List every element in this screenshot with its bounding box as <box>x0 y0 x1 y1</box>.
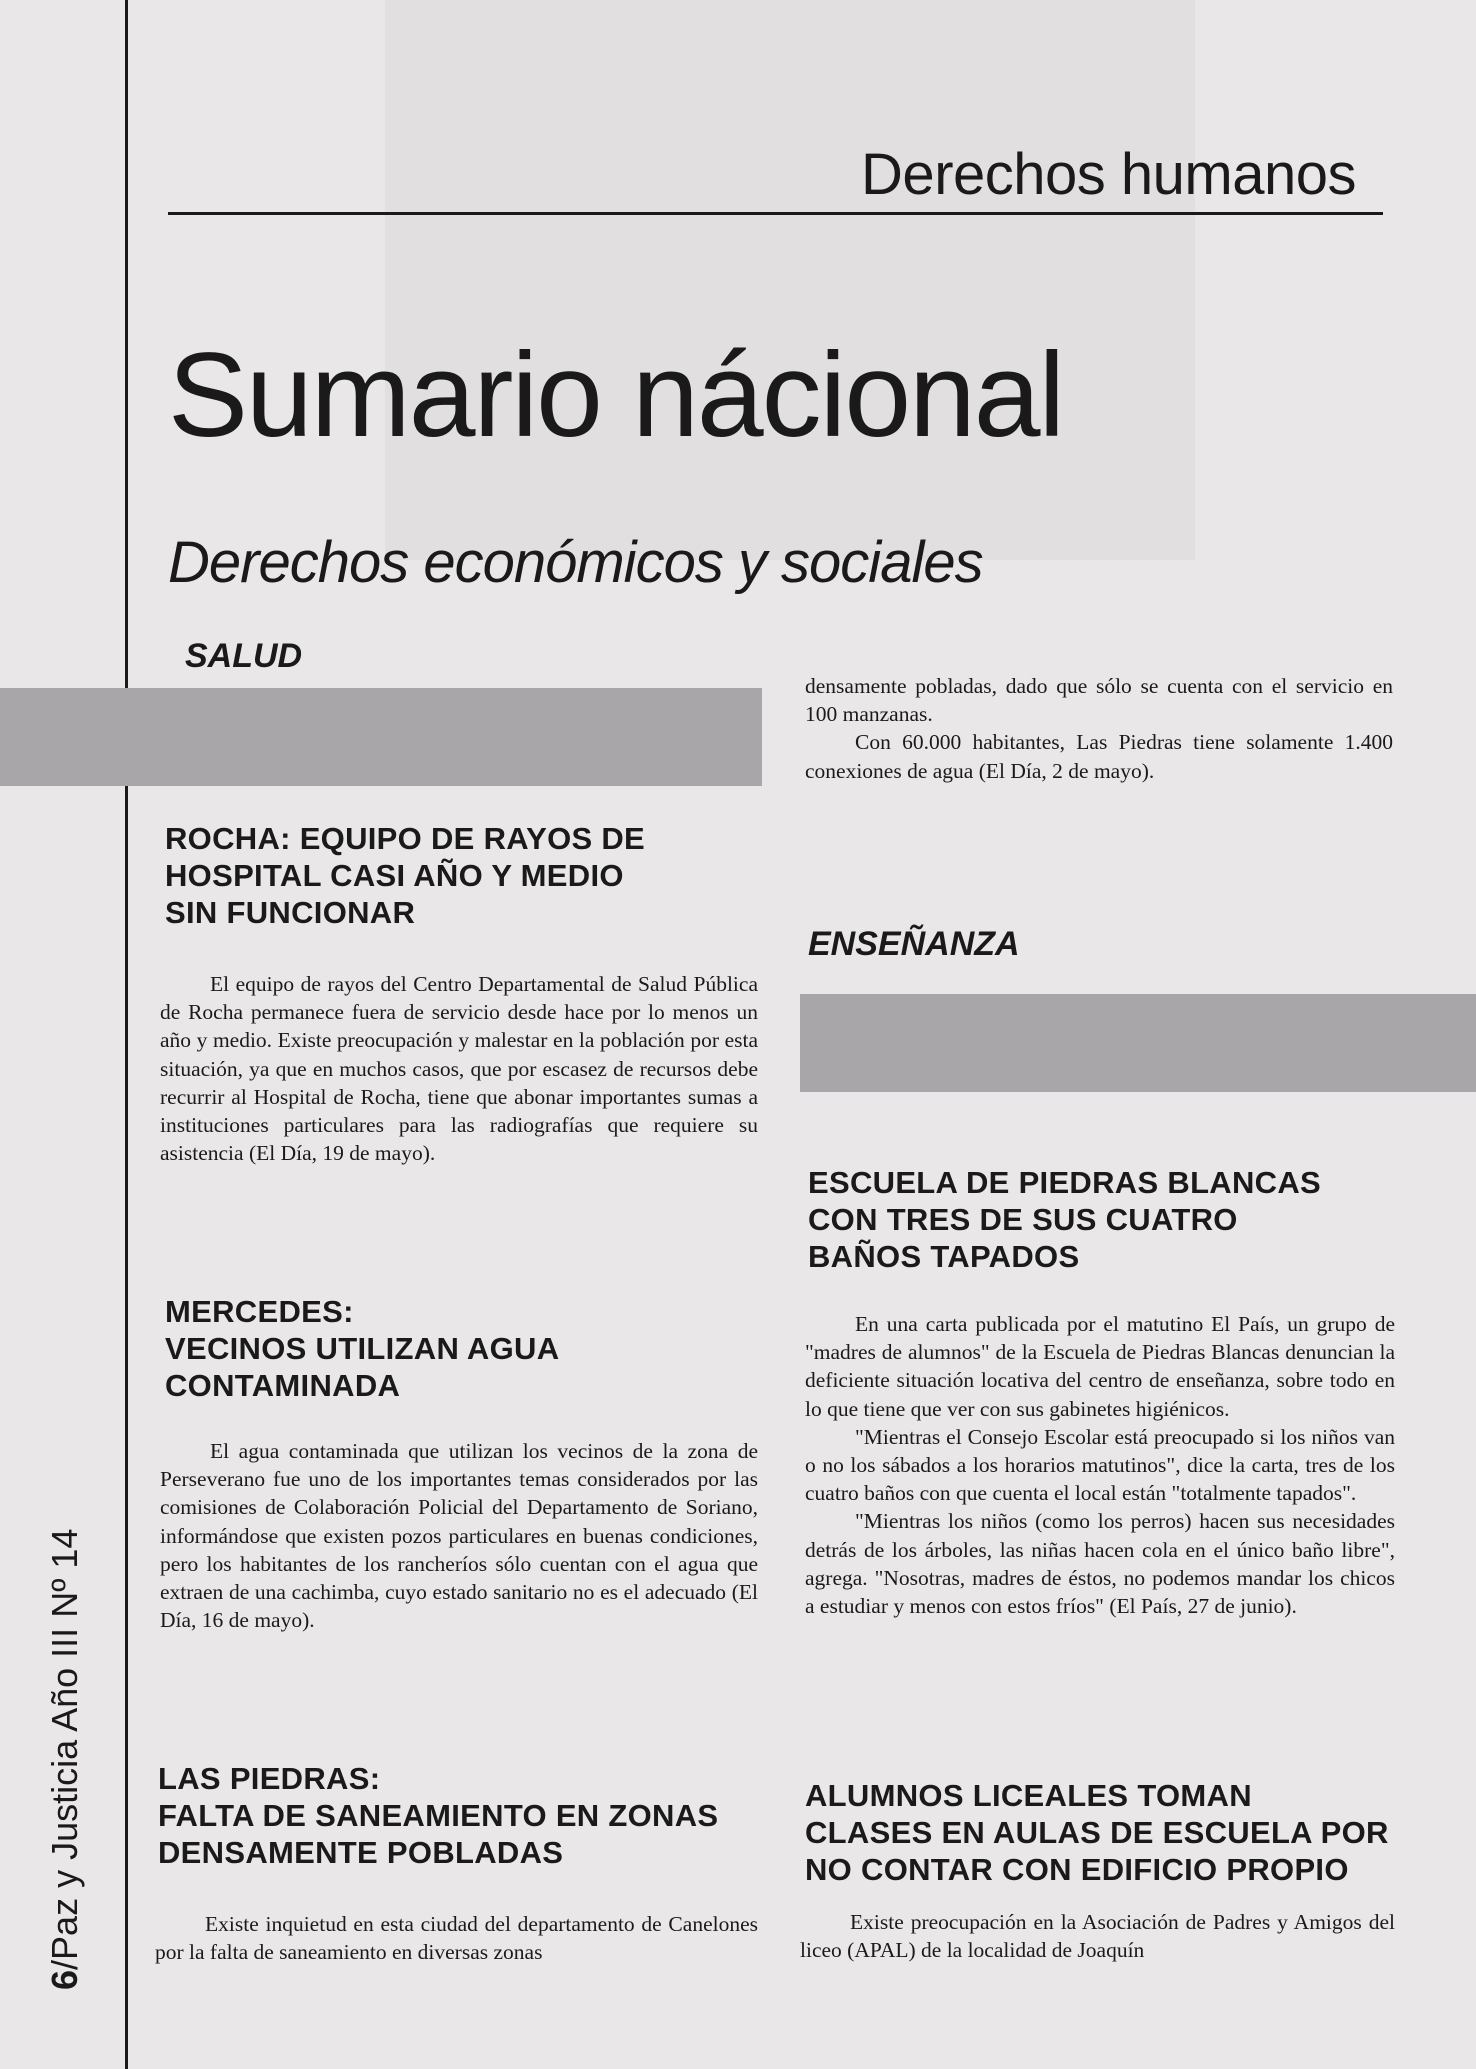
bleed-through-area <box>385 0 1195 560</box>
paragraph: En una carta publicada por el matutino El País, un grupo de "madres de alumnos" de la Escuela de Piedras Blancas denuncian la deficiente situación locativa del centro de enseñanza, sobre todo en lo que tiene que ver con sus gabinetes higiénicos. <box>805 1312 1395 1421</box>
page-subtitle: Derechos económicos y sociales <box>168 530 983 595</box>
page-title: Sumario nácional <box>168 328 1064 462</box>
headline-line: VECINOS UTILIZAN AGUA <box>165 1331 560 1366</box>
article-body-rocha <box>160 970 758 1167</box>
headline-line: CONTAMINADA <box>165 1368 401 1403</box>
headline-liceales <box>805 1777 1405 1888</box>
paragraph: Con 60.000 habitantes, Las Piedras tiene solamente 1.400 conexiones de agua (El Día, 2 de mayo). <box>805 730 1393 783</box>
page-number: 6 <box>44 1969 85 1990</box>
article-body-las-piedras-cont <box>805 672 1393 785</box>
paragraph: El agua contaminada que utilizan los vecinos de la zona de Perseverano fue uno de los importantes temas considerados por las comisiones de Colaboración Policial del Departamento de Soriano, informándose que existen pozos particulares en buenas condiciones, pero los habitantes de los rancheríos sólo cuentan con el agua que extraen de una cachimba, cuyo estado sanitario no es el adecuado (El Día, 16 de mayo). <box>160 1439 758 1633</box>
headline-line: FALTA DE SANEAMIENTO EN ZONAS <box>158 1798 719 1833</box>
headline-line: ALUMNOS LICEALES TOMAN <box>805 1778 1252 1813</box>
article-body-mercedes <box>160 1437 758 1634</box>
rubric-salud: SALUD <box>185 637 303 675</box>
paragraph: Existe inquietud en esta ciudad del departamento de Canelones por la falta de saneamiento en diversas zonas <box>155 1912 758 1965</box>
headline-line: CLASES EN AULAS DE ESCUELA POR <box>805 1815 1389 1850</box>
section-title: Derechos humanos <box>861 142 1356 207</box>
headline-line: LAS PIEDRAS: <box>158 1761 381 1796</box>
headline-line: MERCEDES: <box>165 1294 354 1329</box>
paragraph: Existe preocupación en la Asociación de Padres y Amigos del liceo (APAL) de la localidad de Joaquín <box>800 1910 1395 1963</box>
vertical-rule <box>125 0 128 2069</box>
headline-line: NO CONTAR CON EDIFICIO PROPIO <box>805 1852 1349 1887</box>
headline-line: DENSAMENTE POBLADAS <box>158 1835 564 1870</box>
article-body-las-piedras <box>155 1910 758 1966</box>
headline-line: CON TRES DE SUS CUATRO <box>808 1202 1238 1237</box>
paragraph: "Mientras el Consejo Escolar está preocupado si los niños van o no los sábados a los horarios matutinos", dice la carta, tres de los cuatro baños con que cuenta el local están "totalmente tapados". <box>805 1424 1395 1506</box>
headline-piedras-blancas <box>808 1164 1408 1275</box>
headline-line: ROCHA: EQUIPO DE RAYOS DE <box>165 821 646 856</box>
headline-line: HOSPITAL CASI AÑO Y MEDIO <box>165 858 624 893</box>
headline-line: SIN FUNCIONAR <box>165 895 416 930</box>
publication-name: /Paz y Justicia Año III Nº 14 <box>44 1528 85 1970</box>
headline-las-piedras <box>158 1760 758 1871</box>
header-rule <box>168 212 1383 215</box>
rubric-band-salud <box>0 688 762 786</box>
rubric-band-ensenanza <box>800 994 1476 1092</box>
headline-line: BAÑOS TAPADOS <box>808 1239 1080 1274</box>
paragraph: "Mientras los niños (como los perros) hacen sus necesidades detrás de los árboles, las niñas hacen cola en el único baño libre", agrega. "Nosotras, madres de éstos, no podemos mandar los chicos a estudiar y menos con estos fríos" (El País, 27 de junio). <box>805 1509 1395 1619</box>
page-footer-vertical <box>40 1410 90 1990</box>
article-body-piedras-blancas <box>805 1310 1395 1620</box>
headline-mercedes <box>165 1293 755 1404</box>
paragraph: densamente pobladas, dado que sólo se cuenta con el servicio en 100 manzanas. <box>805 674 1393 727</box>
headline-rocha <box>165 820 755 931</box>
rubric-ensenanza: ENSEÑANZA <box>808 925 1020 963</box>
article-body-liceales <box>800 1908 1395 1964</box>
headline-line: ESCUELA DE PIEDRAS BLANCAS <box>808 1165 1322 1200</box>
paragraph: El equipo de rayos del Centro Departamental de Salud Pública de Rocha permanece fuera de servicio desde hace por lo menos un año y medio. Existe preocupación y malestar en la población por esta situación, ya que en muchos casos, que por escasez de recursos debe recurrir al Hospital de Rocha, tiene que abonar importantes sumas a instituciones particulares para las radiografías que requiere su asistencia (El Día, 19 de mayo). <box>160 972 758 1166</box>
